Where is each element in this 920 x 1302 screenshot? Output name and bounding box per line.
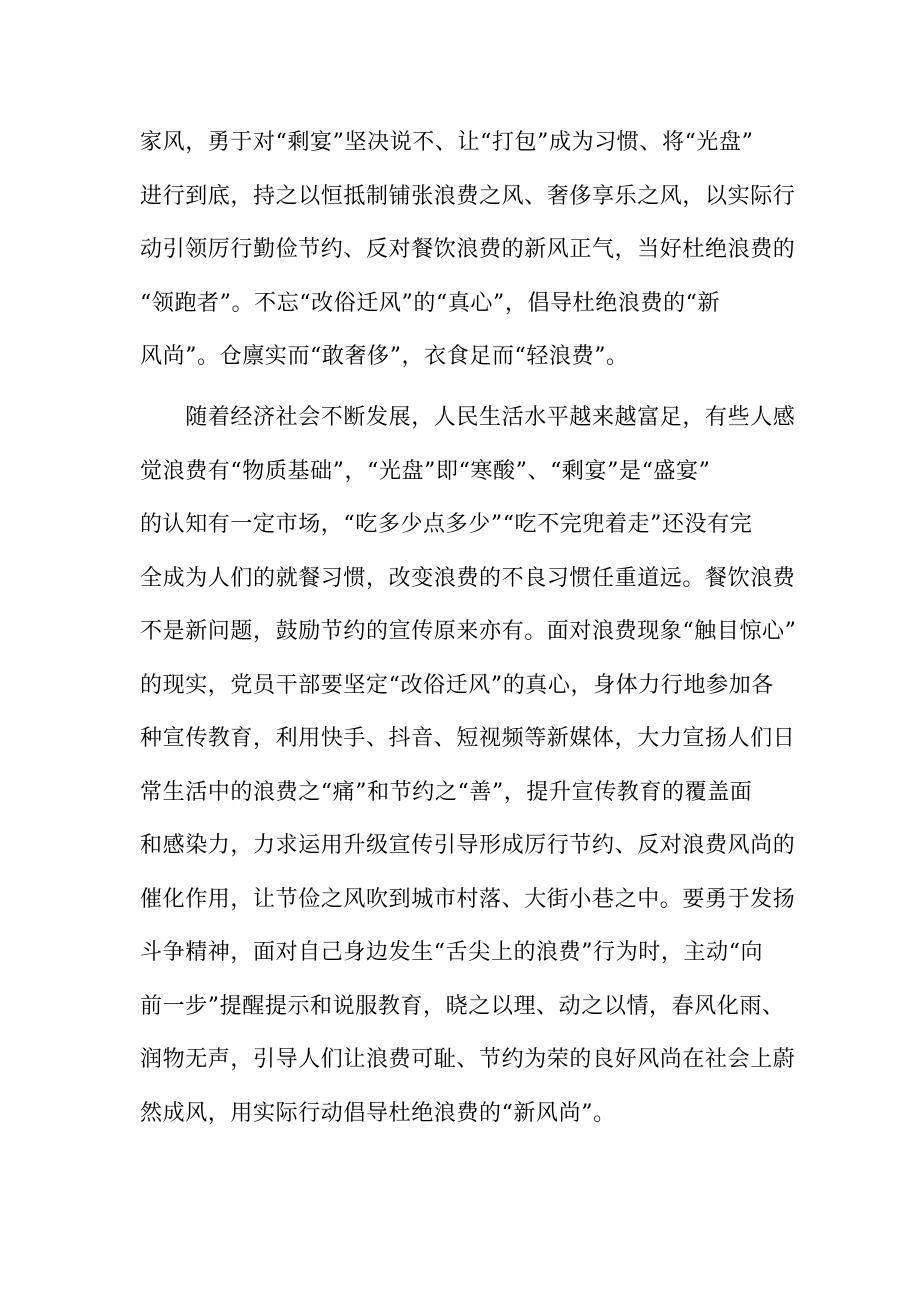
paragraph-2 — [140, 391, 810, 1140]
text-line: 的认知有一定市场，“吃多少点多少”“吃不完兜着走”还没有完 — [140, 512, 753, 537]
text-line: 全成为人们的就餐习惯，改变浪费的不良习惯任重道远。餐饮浪费 — [140, 565, 796, 591]
text-line: 觉浪费有“物质基础”，“光盘”即“寒酸”、“剩宴”是“盛宴” — [140, 458, 711, 484]
paragraph-1 — [140, 116, 810, 384]
text-line: 催化作用，让节俭之风吹到城市村落、大街小巷之中。要勇于发扬 — [140, 886, 796, 912]
text-line: “领跑者”。不忘“改俗迁风”的“真心”，倡导杜绝浪费的“新 — [140, 290, 721, 316]
text-line: 常生活中的浪费之“痛”和节约之“善”，提升宣传教育的覆盖面 — [140, 779, 753, 805]
text-line: 斗争精神，面对自己身边发生“舌尖上的浪费”行为时，主动“向 — [140, 940, 764, 965]
text-line: 风尚”。仓廪实而“敢奢侈”，衣食足而“轻浪费”。 — [140, 344, 629, 369]
text-line: 前一步”提醒提示和说服教育，晓之以理、动之以情，春风化雨、 — [140, 993, 785, 1019]
text-line: 的现实，党员干部要坚定“改俗迁风”的真心，身体力行地参加各 — [140, 672, 774, 698]
text-line: 进行到底，持之以恒抵制铺张浪费之风、奢侈享乐之风，以实际行 — [140, 183, 796, 209]
text-line: 然成风，用实际行动倡导杜绝浪费的“新风尚”。 — [140, 1100, 616, 1126]
text-line: 和感染力，力求运用升级宣传引导形成厉行节约、反对浪费风尚的 — [140, 833, 796, 858]
text-line: 随着经济社会不断发展，人民生活水平越来越富足，有些人感 — [140, 405, 796, 430]
text-line: 动引领厉行勤俭节约、反对餐饮浪费的新风正气，当好杜绝浪费的 — [140, 237, 796, 262]
text-line: 不是新问题，鼓励节约的宣传原来亦有。面对浪费现象“触目惊心” — [140, 619, 797, 644]
text-line: 种宣传教育，利用快手、抖音、短视频等新媒体，大力宣扬人们日 — [140, 726, 796, 751]
text-line: 家风，勇于对“剩宴”坚决说不、让“打包”成为习惯、将“光盘” — [140, 130, 754, 155]
text-line: 润物无声，引导人们让浪费可耻、节约为荣的良好风尚在社会上蔚 — [140, 1047, 796, 1072]
